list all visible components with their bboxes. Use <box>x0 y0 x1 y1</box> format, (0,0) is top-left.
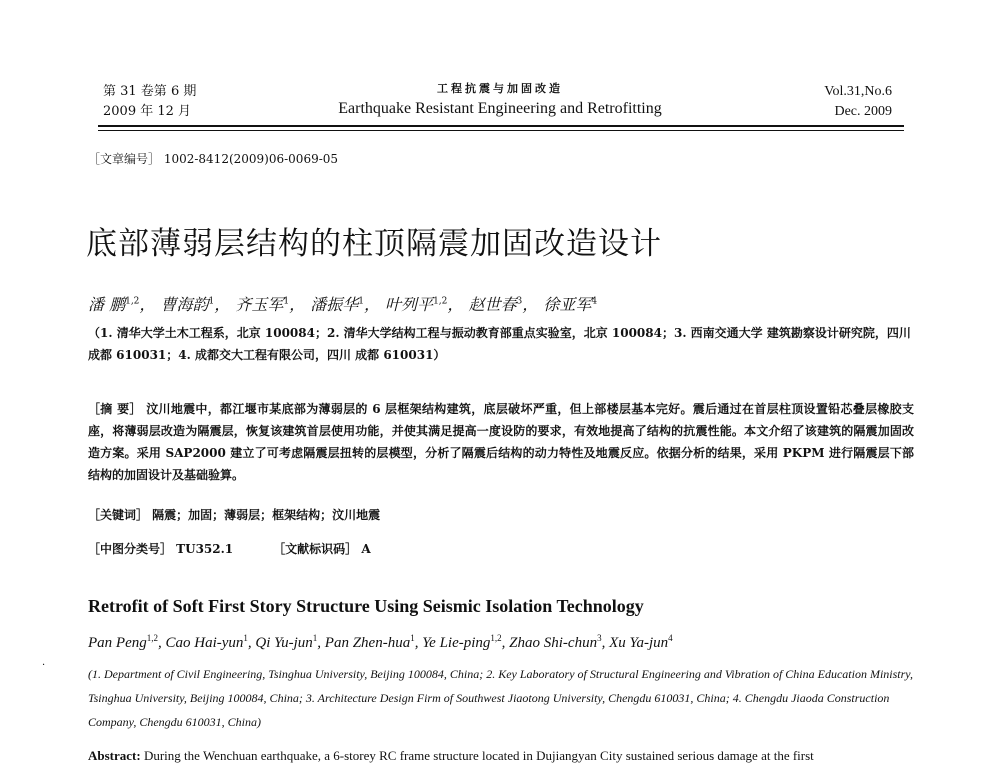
abstract-en-text: During the Wenchuan earthquake, a 6-storey RC frame structure located in Dujiangyan City sustained serious damage at the first <box>143 748 814 763</box>
author-cn: 潘 鹏 <box>88 295 126 314</box>
affiliation-en: (1. Department of Civil Engineering, Tsinghua University, Beijing 100084, China; 2. Key Laboratory of Structural Engineering and Vibration of China Education Ministry, Tsinghua University, Beijing 100084, China; 3. Architecture Design Firm of Southwest Jiaotong University, Chengdu 610031, China; 4. Chengdu Jiaoda Construction Company, Chengdu 610031, China) <box>88 667 913 729</box>
author-cn: 叶列平 <box>385 295 434 314</box>
authors-cn: 潘 鹏$^{1,2}$， 曹海韵$^1$， 齐玉军$^1$， 潘振华$^1$， 叶列平$^{1,2}$， 赵世春$^3$， 徐亚军$^4$ <box>88 295 598 314</box>
affiliation-cn: （1. 清华大学土木工程系，北京 100084；2. 清华大学结构工程与振动教育部重点实验室，北京 100084；3. 西南交通大学 建筑勘察设计研究院，四川 成都 610031；4. 成都交大工程有限公司，四川 成都 610031） <box>88 326 911 362</box>
date-cn: 2009 年 12 月 <box>103 104 192 119</box>
article-number: ［文章编号］ 1002-8412(2009)06-0069-05 <box>88 152 339 166</box>
author-en: Cao Hai-yun <box>165 635 244 651</box>
journal-en: Earthquake Resistant Engineering and Retrofitting <box>338 100 662 117</box>
abstract-cn: ［摘 要］ 汶川地震中，都江堰市某底部为薄弱层的 6 层框架结构建筑，底层破坏严重，但上部楼层基本完好。震后通过在首层柱顶设置铅芯叠层橡胶支座，将薄弱层改造为隔震层，恢复该建筑首层使用功能，并使其满足提高一度设防的要求，有效地提高了结构的抗震性能。本文介绍了该建筑的隔震加固改造方案。采用 SAP2000 建立了可考虑隔震层扭转的层模型，分析了隔震后结构的动力特性及地震反应。依据分析的结果，采用 PKPM 进行隔震层下部结构的加固设计及基础验算。 <box>88 402 914 482</box>
author-en: Zhao Shi-chun <box>509 635 598 651</box>
header-journal <box>310 80 690 118</box>
journal-cn: 工程抗震与加固改造 <box>437 82 563 95</box>
keywords-cn: ［关键词］ 隔震；加固；薄弱层；框架结构；汶川地震 <box>88 508 381 522</box>
issue-cn: 第 31 卷第 6 期 <box>103 84 197 99</box>
title-en: Retrofit of Soft First Story Structure Using Seismic Isolation Technology <box>88 596 644 616</box>
author-cn: 齐玉军 <box>235 295 284 314</box>
header-rule-thin <box>98 130 904 131</box>
author-cn: 徐亚军 <box>543 295 592 314</box>
class-number: ［中图分类号］ TU352.1 <box>88 542 234 556</box>
author-en: Qi Yu-jun <box>255 635 313 651</box>
author-en: Pan Zhen-hua <box>324 635 411 651</box>
author-cn: 潘振华 <box>310 295 359 314</box>
author-en: Pan Peng <box>88 635 147 651</box>
author-cn: 曹海韵 <box>160 295 209 314</box>
header-rule-thick <box>98 125 904 127</box>
author-en: Ye Lie-ping <box>422 635 491 651</box>
title-cn: 底部薄弱层结构的柱顶隔震加固改造设计 <box>86 226 662 262</box>
document-code: ［文献标识码］ A <box>273 542 371 556</box>
scan-dot: · <box>42 660 46 671</box>
vol-en: Vol.31,No.6 <box>824 84 892 99</box>
author-cn: 赵世春 <box>468 295 517 314</box>
header-issue-en <box>824 82 892 122</box>
classification <box>88 540 371 557</box>
author-en: Xu Ya-jun <box>609 635 669 651</box>
abstract-en <box>88 748 914 764</box>
authors-en: Pan Peng$^{1,2}$, Cao Hai-yun$^1$, Qi Yu-jun$^1$, Pan Zhen-hua$^1$, Ye Lie-ping$^{1,2}$, Zhao Shi-chun$^3$, Xu Ya-jun$^4$ <box>88 633 673 651</box>
abstract-en-label: Abstract: <box>88 748 141 763</box>
header-issue-cn <box>103 82 196 122</box>
date-en: Dec. 2009 <box>834 104 892 119</box>
